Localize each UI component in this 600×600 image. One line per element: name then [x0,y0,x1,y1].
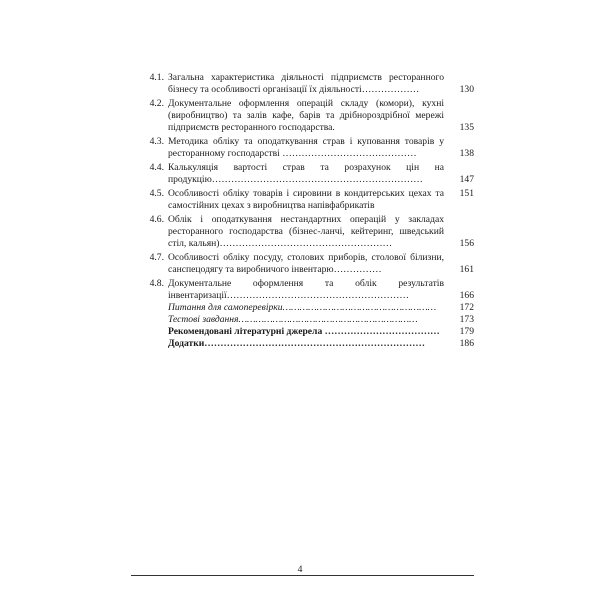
toc-entry-number: 4.8. [149,278,164,289]
toc-entry-page: 172 [459,302,474,313]
toc-entry-title [168,136,474,160]
toc-entry-4-7 [144,252,474,276]
toc-entry-title [168,252,474,276]
toc-entry-page: 173 [459,314,474,325]
toc-entry-4-8 [144,278,474,302]
toc-entry-title [168,314,474,326]
toc-entry-title [168,162,474,186]
toc-entry-4-1 [144,72,474,96]
toc-entry-text: Питання для самоперевірки……………………………………………… [168,302,437,313]
toc-entry-text: Документальне оформлення та облік результатів інвентаризації………………………………………………… [168,278,444,301]
toc-entry-text: Особливості обліку посуду, столових приборів, столової білизни, санспецодягу та виробничого інвентарю…………… [168,252,444,275]
toc-entry-text: Особливості обліку товарів і сировини в кондитерських цехах та самостійних цехах з виробництва напівфабрикатів [168,188,444,211]
toc-entry-text: Додатки…………………………………………………………… [168,338,425,349]
toc-entry-title [168,302,474,314]
toc-entry-4-3 [144,136,474,160]
toc-entry-number: 4.2. [149,98,164,109]
footer-divider [131,575,474,576]
toc-entry-text: Калькуляція вартості страв та розрахунок цін на продукцію………………………………………………………… [168,162,444,185]
toc-entry-appendices [144,338,474,350]
toc-entry-text: Методика обліку та оподаткування страв і куповання товарів у ресторанному господарстві …………………………………… [168,136,444,159]
toc-entry-number: 4.3. [149,136,164,147]
toc-entry-page: 179 [459,326,474,337]
toc-entry-text: Загальна характеристика діяльності підприємств ресторанного бізнесу та особливості організації їх діяльності……………… [168,72,444,95]
toc-entry-text: Облік і оподаткування нестандартних операцій у закладах ресторанного господарства (бізнес-ланчі, кейтеринг, шведський стіл, кальян)……………………………………………… [168,214,444,249]
toc-entry-title [168,98,474,134]
toc-entry-4-5 [144,188,474,212]
toc-entry-literature [144,326,474,338]
toc-entry-title [168,188,474,212]
toc-entry-text: Тестові завдання……………………………………………………… [168,314,418,325]
toc-entry-text: Документальне оформлення операцій складу (комори), кухні (виробництво) та залів кафе, барів та дрібнороздрібної мережі підприємств ресторанного господарства. [168,98,444,133]
toc-entry-number: 4.7. [149,252,164,263]
table-of-contents [144,72,474,350]
toc-entry-page: 151 [459,188,474,199]
toc-entry-text: Рекомендовані літературні джерела ……………………………… [168,326,440,337]
toc-entry-self-check [144,302,474,314]
toc-entry-page: 130 [459,84,474,95]
toc-entry-title [168,278,474,302]
toc-entry-4-2 [144,98,474,134]
toc-entry-title [168,72,474,96]
toc-entry-title [168,338,474,350]
toc-entry-number: 4.5. [149,188,164,199]
toc-entry-page: 135 [459,122,474,133]
toc-entry-page: 166 [459,290,474,301]
toc-entry-title [168,326,474,338]
toc-entry-4-4 [144,162,474,186]
toc-entry-title [168,214,474,250]
toc-entry-number: 4.4. [149,162,164,173]
toc-entry-tests [144,314,474,326]
toc-entry-number: 4.6. [149,214,164,225]
page-number: 4 [297,564,303,575]
toc-entry-page: 156 [459,238,474,249]
toc-entry-page: 147 [459,174,474,185]
toc-entry-page: 138 [459,148,474,159]
toc-entry-page: 186 [459,338,474,349]
toc-entry-4-6 [144,214,474,250]
toc-entry-page: 161 [459,264,474,275]
toc-entry-number: 4.1. [149,72,164,83]
